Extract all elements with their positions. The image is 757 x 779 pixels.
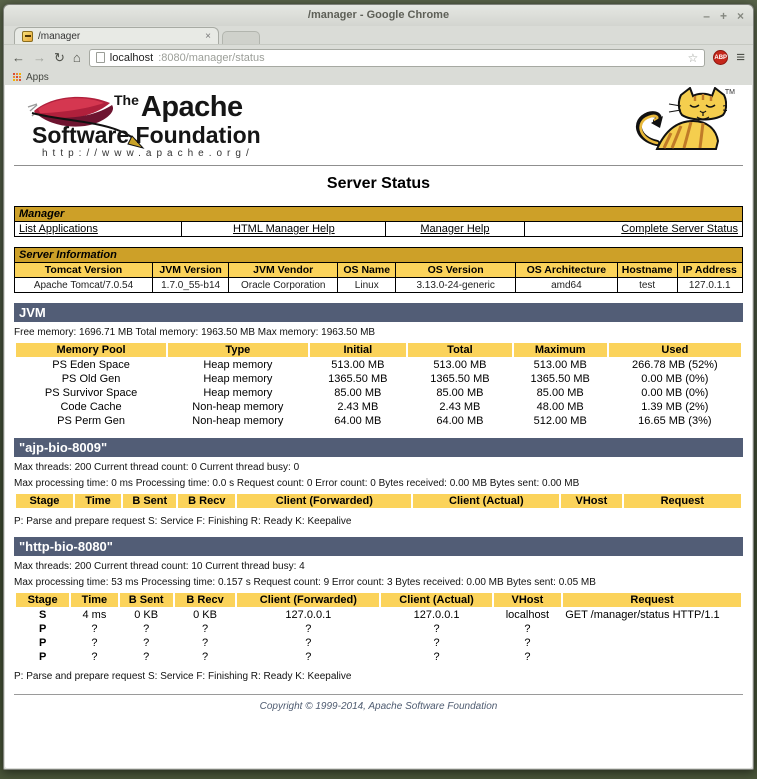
server-info-value: test xyxy=(617,278,677,293)
memory-header: Initial xyxy=(310,343,407,357)
minimize-icon[interactable]: – xyxy=(703,8,710,23)
adblock-extension-icon[interactable]: ABP xyxy=(713,50,728,65)
ajp-table-header: VHost xyxy=(561,494,621,508)
http-request-row xyxy=(16,608,741,621)
home-icon[interactable]: ⌂ xyxy=(72,50,81,65)
http-request-row xyxy=(16,650,741,663)
jvm-section-header: JVM xyxy=(14,303,743,322)
table-cell: PS Old Gen xyxy=(61,372,121,385)
table-cell: 0 KB xyxy=(134,608,159,621)
server-info-header: OS Version xyxy=(396,263,516,278)
table-cell: Heap memory xyxy=(203,386,273,399)
ajp-table-header: B Recv xyxy=(178,494,235,508)
server-info-value: amd64 xyxy=(516,278,618,293)
tomcat-logo xyxy=(627,87,735,157)
asf-url: http://www.apache.org/ xyxy=(42,148,254,159)
http-table-header: Request xyxy=(563,593,741,607)
table-cell: ? xyxy=(201,622,209,635)
table-cell: ? xyxy=(305,636,312,649)
table-cell: 2.43 MB xyxy=(337,400,379,413)
ajp-table-header: Time xyxy=(75,494,121,508)
table-cell: 0 KB xyxy=(193,608,217,621)
server-info-header: Tomcat Version xyxy=(15,263,153,278)
table-cell: 1365.50 MB xyxy=(530,372,590,385)
table-cell: ? xyxy=(143,650,150,663)
table-cell: 266.78 MB (52%) xyxy=(632,358,718,371)
back-icon[interactable]: ← xyxy=(12,50,25,65)
table-cell: 127.0.0.1 xyxy=(413,608,460,621)
trademark-label: TM xyxy=(724,89,735,96)
tab-manager[interactable] xyxy=(14,27,219,44)
apps-bookmark[interactable]: Apps xyxy=(26,72,49,83)
table-cell: 512.00 MB xyxy=(533,414,587,427)
table-cell: 64.00 MB xyxy=(334,414,382,427)
manager-link[interactable]: HTML Manager Help xyxy=(182,222,386,237)
table-cell: ? xyxy=(433,622,440,635)
page-title: Server Status xyxy=(326,175,431,192)
table-cell: PS Survivor Space xyxy=(44,386,138,399)
tab-title: /manager xyxy=(38,30,81,42)
http-table-header: B Sent xyxy=(120,593,173,607)
manager-links-row xyxy=(15,222,743,237)
browser-toolbar xyxy=(4,44,753,70)
table-cell: PS Eden Space xyxy=(52,358,130,371)
ajp-stage-legend: P: Parse and prepare request S: Service F: Finishing R: Ready K: Keepalive xyxy=(14,516,352,527)
table-cell: 1.39 MB (2%) xyxy=(641,400,709,413)
table-cell: ? xyxy=(143,622,150,635)
bookmarks-bar xyxy=(4,70,753,85)
server-info-header: IP Address xyxy=(677,263,742,278)
header-divider xyxy=(14,165,743,166)
table-cell: 513.00 MB xyxy=(433,358,487,371)
manager-table xyxy=(14,206,743,237)
server-info-header: OS Name xyxy=(338,263,396,278)
table-cell: 85.00 MB xyxy=(436,386,484,399)
page-icon xyxy=(96,52,105,63)
ajp-table-header: Stage xyxy=(16,494,73,508)
tomcat-favicon xyxy=(22,31,33,42)
ajp-table-header: Client (Actual) xyxy=(413,494,559,508)
http-stage-legend: P: Parse and prepare request S: Service F: Finishing R: Ready K: Keepalive xyxy=(14,671,352,682)
table-cell: ? xyxy=(433,636,440,649)
ajp-table-header: B Sent xyxy=(123,494,176,508)
table-cell: ? xyxy=(91,650,98,663)
table-cell xyxy=(563,636,741,649)
memory-pool-row xyxy=(16,372,741,385)
table-cell: Heap memory xyxy=(203,372,273,385)
table-cell: 16.65 MB (3%) xyxy=(638,414,712,427)
tab-close-icon[interactable]: × xyxy=(205,30,211,42)
manager-title-row xyxy=(15,207,743,222)
memory-header: Used xyxy=(609,343,741,357)
table-cell: 0.00 MB (0%) xyxy=(641,386,709,399)
server-info-header: OS Architecture xyxy=(516,263,618,278)
manager-title: Manager xyxy=(15,207,743,222)
table-cell: 64.00 MB xyxy=(436,414,484,427)
table-cell: ? xyxy=(524,622,531,635)
http-request-row xyxy=(16,622,741,635)
table-cell: ? xyxy=(524,650,531,663)
memory-header: Memory Pool xyxy=(16,343,166,357)
tab-strip xyxy=(4,26,753,44)
table-cell: ? xyxy=(433,650,440,663)
table-cell: GET /manager/status HTTP/1.1 xyxy=(565,608,720,621)
ajp-requests-table xyxy=(14,493,743,509)
http-table-header: Client (Actual) xyxy=(381,593,491,607)
server-info-table xyxy=(14,247,743,293)
table-cell: 1365.50 MB xyxy=(328,372,388,385)
table-cell: 1365.50 MB xyxy=(430,372,490,385)
asf-wordmark-top xyxy=(114,91,243,124)
table-cell: localhost xyxy=(505,608,550,621)
http-request-row xyxy=(16,636,741,649)
table-cell: ? xyxy=(91,622,98,635)
bookmark-star-icon[interactable]: ☆ xyxy=(687,50,699,65)
ajp-threads-line: Max threads: 200 Current thread count: 0 Current thread busy: 0 xyxy=(14,462,300,473)
table-cell: ? xyxy=(201,636,209,649)
table-cell: P xyxy=(38,650,47,663)
server-info-values-row xyxy=(15,278,743,293)
table-cell: Non-heap memory xyxy=(192,400,284,413)
masthead xyxy=(14,89,743,163)
memory-header: Type xyxy=(168,343,307,357)
table-cell: Non-heap memory xyxy=(192,414,284,427)
url-host: localhost xyxy=(109,51,154,64)
maximize-icon[interactable]: + xyxy=(719,8,727,23)
ajp-table-header-row xyxy=(16,494,741,508)
table-cell: 2.43 MB xyxy=(439,400,481,413)
server-info-value: Apache Tomcat/7.0.54 xyxy=(15,278,153,293)
memory-header: Total xyxy=(408,343,512,357)
window-controls xyxy=(703,5,744,26)
close-icon[interactable]: × xyxy=(736,8,744,23)
url-bar[interactable] xyxy=(89,49,705,67)
server-info-value: Linux xyxy=(338,278,396,293)
server-info-title-row xyxy=(15,248,743,263)
asf-wordmark-bottom: Software Foundation xyxy=(32,122,261,148)
table-cell: ? xyxy=(305,650,312,663)
server-info-value: 127.0.1.1 xyxy=(677,278,742,293)
reload-icon[interactable]: ↻ xyxy=(54,50,65,65)
http-threads-line: Max threads: 200 Current thread count: 10 Current thread busy: 4 xyxy=(14,561,305,572)
memory-pool-row xyxy=(16,386,741,399)
table-cell: 48.00 MB xyxy=(536,400,584,413)
ajp-connector-header: "ajp-bio-8009" xyxy=(14,438,743,457)
table-cell: 513.00 MB xyxy=(533,358,587,371)
copyright-notice: Copyright © 1999-2014, Apache Software Foundation xyxy=(259,701,498,712)
jvm-summary: Free memory: 1696.71 MB Total memory: 1963.50 MB Max memory: 1963.50 MB xyxy=(14,327,376,338)
http-table-header-row xyxy=(16,593,741,607)
memory-pool-row xyxy=(16,358,741,371)
ajp-table-header: Client (Forwarded) xyxy=(237,494,411,508)
table-cell: 513.00 MB xyxy=(331,358,385,371)
window-title: /manager - Google Chrome xyxy=(307,9,450,21)
manager-link[interactable]: List Applications xyxy=(15,222,182,237)
memory-pool-row xyxy=(16,414,741,427)
table-cell: ? xyxy=(305,622,312,635)
table-cell: P xyxy=(38,622,47,635)
http-table-header: B Recv xyxy=(175,593,235,607)
memory-header-row xyxy=(16,343,741,357)
table-cell xyxy=(563,622,741,635)
table-cell: 85.00 MB xyxy=(334,386,382,399)
forward-icon[interactable]: → xyxy=(33,50,46,65)
server-info-header: JVM Version xyxy=(152,263,228,278)
url-path: :8080/manager/status xyxy=(158,51,265,64)
asf-apache: Apache xyxy=(140,91,243,123)
server-info-value: Oracle Corporation xyxy=(229,278,338,293)
table-cell: Heap memory xyxy=(203,358,273,371)
memory-header: Maximum xyxy=(514,343,607,357)
table-cell: ? xyxy=(201,650,209,663)
table-cell xyxy=(563,650,741,663)
asf-the: The xyxy=(114,92,139,108)
window-titlebar[interactable] xyxy=(4,5,753,26)
table-cell: S xyxy=(38,608,47,621)
footer-divider xyxy=(14,694,743,695)
apps-grid-icon xyxy=(13,73,21,81)
http-table-header: VHost xyxy=(494,593,562,607)
memory-pool-row xyxy=(16,400,741,413)
new-tab-button[interactable] xyxy=(222,31,260,44)
server-info-title: Server Information xyxy=(15,248,743,263)
table-cell: ? xyxy=(524,636,531,649)
server-info-header: JVM Vendor xyxy=(229,263,338,278)
http-table-header: Client (Forwarded) xyxy=(237,593,379,607)
http-connector-header: "http-bio-8080" xyxy=(14,537,743,556)
table-cell: PS Perm Gen xyxy=(57,414,125,427)
table-cell: ? xyxy=(143,636,150,649)
server-info-header-row xyxy=(15,263,743,278)
http-requests-table xyxy=(14,592,743,664)
tomcat-cat-icon xyxy=(627,87,727,155)
table-cell: 0.00 MB (0%) xyxy=(641,372,709,385)
table-cell: ? xyxy=(91,636,98,649)
page-content xyxy=(5,85,752,768)
server-info-value: 1.7.0_55-b14 xyxy=(152,278,228,293)
http-table-header: Stage xyxy=(16,593,69,607)
ajp-processing-line: Max processing time: 0 ms Processing time: 0.0 s Request count: 0 Error count: 0 Bytes received: 0.00 MB Bytes sent: 0.00 MB xyxy=(14,478,580,489)
ajp-table-header: Request xyxy=(624,494,741,508)
table-cell: 85.00 MB xyxy=(536,386,584,399)
manager-link[interactable]: Complete Server Status xyxy=(524,222,742,237)
server-info-value: 3.13.0-24-generic xyxy=(396,278,516,293)
memory-pool-table xyxy=(14,342,743,428)
table-cell: 4 ms xyxy=(82,608,107,621)
http-table-header: Time xyxy=(71,593,117,607)
chrome-window xyxy=(3,4,754,770)
http-processing-line: Max processing time: 53 ms Processing time: 0.157 s Request count: 9 Error count: 3 Bytes received: 0.00 MB Bytes sent: 0.05 MB xyxy=(14,577,596,588)
table-cell: P xyxy=(38,636,47,649)
table-cell: Code Cache xyxy=(60,400,122,413)
manager-link[interactable]: Manager Help xyxy=(386,222,524,237)
table-cell: 127.0.0.1 xyxy=(285,608,332,621)
server-info-header: Hostname xyxy=(617,263,677,278)
menu-icon[interactable]: ≡ xyxy=(736,49,745,66)
